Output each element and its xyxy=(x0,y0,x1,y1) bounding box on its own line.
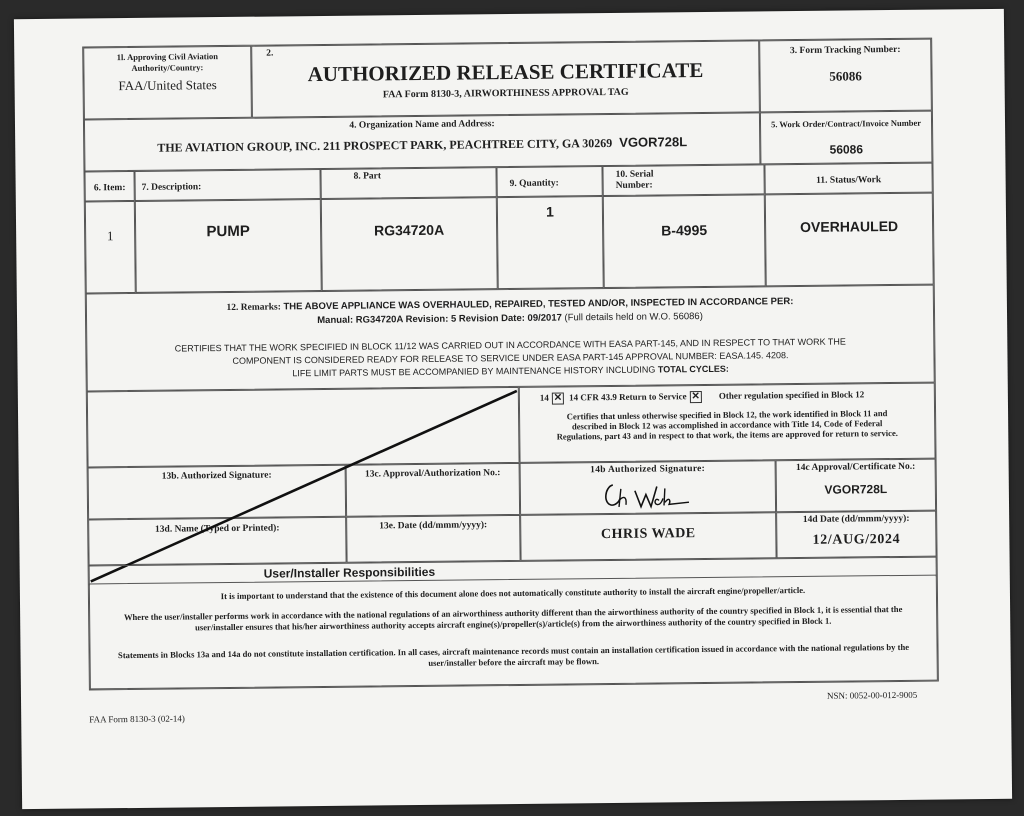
block-4 xyxy=(84,112,761,171)
remarks-label: 12. Remarks: xyxy=(226,302,281,313)
work-order-number: 56086 xyxy=(829,142,864,157)
part-cell xyxy=(321,197,498,291)
certificate-title: AUTHORIZED RELEASE CERTIFICATE xyxy=(307,57,704,87)
country-value: FAA/United States xyxy=(118,77,217,94)
certificate-subtitle: FAA Form 8130-3, AIRWORTHINESS APPROVAL TAG xyxy=(382,86,629,101)
col-status-header xyxy=(764,163,932,195)
responsibilities-body xyxy=(89,575,938,690)
block-14d-label: 14d Date (dd/mmm/yyyy): xyxy=(802,513,910,525)
block-13c-label: 13c. Approval/Authorization No.: xyxy=(364,468,501,480)
other-regulation-label: Other regulation specified in Block 12 xyxy=(718,389,865,401)
block-2-label: 2. xyxy=(266,48,274,59)
block-1 xyxy=(83,46,252,120)
block-13e-label: 13e. Date (dd/mmm/yyyy): xyxy=(379,520,488,532)
block-5 xyxy=(760,111,933,165)
certificate-paper xyxy=(14,9,1012,809)
responsibilities-paragraph-2: Where the user/installer performs work in accordance with the national regulations of an airworthiness authority different than the airworthiness authority of the country specified in Block 1, it is essential that the user/installer ensures that his/her airworthiness authority accepts aircraft engine(s)/propeller(s)/article(s) from the airworthiness authority of the country specified in Block 1. xyxy=(123,603,903,633)
block-14b xyxy=(520,460,777,515)
checkbox-14a: ✕ xyxy=(553,392,563,404)
block-1-label: 1l. Approving Civil Aviation Authority/Country: xyxy=(116,51,218,73)
nsn-footer: NSN: 0052-00-012-9005 xyxy=(826,689,918,701)
col-quantity-header xyxy=(496,166,602,197)
responsibilities-paragraph-3: Statements in Blocks 13a and 14a do not constitute installation certification. In all cases, aircraft maintenance records must contain an installation certification issued in accordance with the national regulations by the user/installer before the aircraft may be flown. xyxy=(117,641,910,668)
serial-header-label: 10. Serial Number: xyxy=(615,169,654,191)
col-part-header xyxy=(320,167,496,199)
block-3 xyxy=(759,39,932,113)
responsibilities-title: User/Installer Responsibilities xyxy=(263,564,436,581)
checkbox-return-to-service: ✕ xyxy=(691,391,700,403)
remarks-note: (Full details held on W.O. 56086) xyxy=(564,311,703,324)
return-to-service-label: 14 CFR 43.9 Return to Service xyxy=(569,391,687,403)
block-13b-label: 13b. Authorized Signature: xyxy=(161,470,272,482)
block-2 xyxy=(251,40,760,117)
block-13-strike-line xyxy=(87,387,521,588)
form-number-footer: FAA Form 8130-3 (02-14) xyxy=(89,713,185,725)
organization-address: THE AVIATION GROUP, INC. 211 PROSPECT PARK, PEACHTREE CITY, GA 30269 xyxy=(157,135,613,155)
item-header-label: 6. Item: xyxy=(93,183,126,194)
certificate-date: 12/AUG/2024 xyxy=(812,531,901,548)
block-14a-statement: Certifies that unless otherwise specified in Block 12, the work identified in Block 11 and described in Block 12 was accomplished in accordance with Title 14, Code of Federal Regulations, part 43 and in respect to that work, the items are approved for return to service. xyxy=(556,408,898,442)
col-description-header xyxy=(134,169,320,201)
item-description: PUMP xyxy=(206,222,250,241)
handwritten-signature xyxy=(601,476,691,511)
certification-line-3: LIFE LIMIT PARTS MUST BE ACCOMPANIED BY MAINTENANCE HISTORY INCLUDING xyxy=(292,364,656,379)
responsibilities-paragraph-1: It is important to understand that the existence of this document alone does not automatically constitute authority to install the aircraft engine/propeller/article. xyxy=(220,584,806,602)
block-13d-label: 13d. Name (Typed or Printed): xyxy=(154,523,280,535)
certification-line-2: COMPONENT IS CONSIDERED READY FOR RELEASE TO SERVICE UNDER EASA PART-145 APPROVAL NUMBER: EASA.145. 4208. xyxy=(232,350,789,366)
block-14d xyxy=(776,511,936,559)
signer-name: CHRIS WADE xyxy=(600,526,696,543)
item-number: 1 xyxy=(106,228,114,244)
block-14a xyxy=(519,383,936,463)
block-14-name xyxy=(520,512,776,561)
form-tracking-number: 56086 xyxy=(829,68,862,84)
block-14b-label: 14b Authorized Signature: xyxy=(590,463,706,476)
block-14c-label: 14c Approval/Certificate No.: xyxy=(795,461,916,474)
block-5-label: 5. Work Order/Contract/Invoice Number xyxy=(770,117,922,130)
col-item-header xyxy=(84,171,134,202)
certificate-number: VGOR728L xyxy=(824,482,888,497)
part-header-label: 8. Part xyxy=(353,171,382,182)
certification-line-1: CERTIFIES THAT THE WORK SPECIFIED IN BLOCK 11/12 WAS CARRIED OUT IN ACCORDANCE WITH EASA PART-145, AND IN RESPECT TO THAT WORK THE xyxy=(174,336,846,354)
status-header-label: 11. Status/Work xyxy=(816,175,882,186)
quantity-header-label: 9. Quantity: xyxy=(509,178,559,190)
description-cell xyxy=(135,199,322,293)
block-14c xyxy=(776,459,937,513)
quantity-cell xyxy=(497,196,604,289)
block-3-label: 3. Form Tracking Number: xyxy=(789,44,901,57)
serial-number: B-4995 xyxy=(661,221,708,239)
part-number: RG34720A xyxy=(374,221,445,239)
form-8130-3 xyxy=(82,38,939,691)
quantity-value: 1 xyxy=(545,203,554,220)
status-value: OVERHAULED xyxy=(800,217,899,235)
item-cell xyxy=(85,201,136,294)
status-cell xyxy=(765,193,934,287)
serial-cell xyxy=(603,194,766,288)
col-serial-header xyxy=(602,164,764,196)
block-14a-prefix: 14 xyxy=(539,392,549,403)
total-cycles-label: TOTAL CYCLES: xyxy=(657,363,729,375)
description-header-label: 7. Description: xyxy=(141,182,202,193)
remarks-manual: Manual: RG34720A Revision: 5 Revision Date: 09/2017 xyxy=(317,312,562,327)
block-12-remarks xyxy=(86,285,935,392)
remarks-line-1: THE ABOVE APPLIANCE WAS OVERHAULED, REPAIRED, TESTED AND/OR, INSPECTED IN ACCORDANCE PER: xyxy=(283,296,794,313)
block-4-label: 4. Organization Name and Address: xyxy=(349,119,495,131)
organization-code: VGOR728L xyxy=(619,134,688,150)
